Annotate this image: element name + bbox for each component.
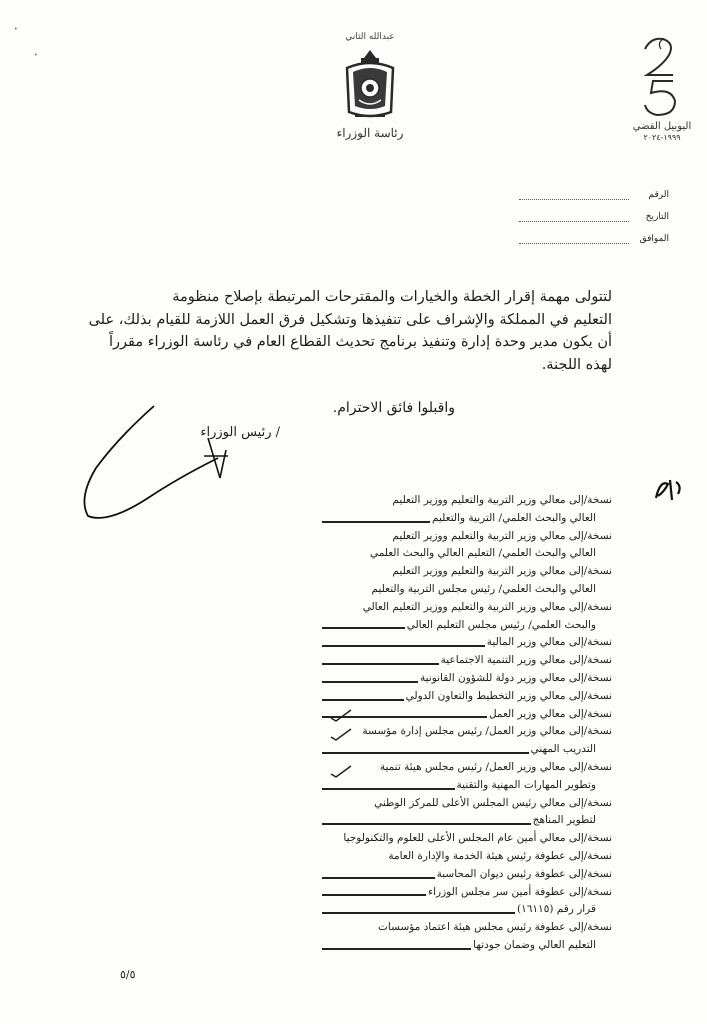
cc-list-item: [322, 492, 612, 510]
cc-list-fill-line: [322, 866, 435, 879]
body-line: التعليم في المملكة والإشراف على تنفيذها وتشكيل فرق العمل اللازمة للقيام بذلك، على: [88, 311, 612, 328]
coat-of-arms-icon: [341, 46, 399, 124]
cc-list-fill-line: [322, 652, 439, 665]
cc-list-item-text: نسخة/إلى معالي وزير دولة للشؤون القانونية: [419, 671, 612, 684]
cc-list-item: [322, 528, 612, 546]
cc-list-item-text: نسخة/إلى معالي وزير التربية والتعليم ووزير التعليم: [392, 565, 612, 578]
cc-list-fill-line: [322, 634, 485, 647]
cc-list-item-text: نسخة/إلى معالي وزير العمل/ رئيس مجلس إدارة مؤسسة: [362, 725, 612, 738]
cc-list-item-text: العالي والبحث العلمي/ رئيس مجلس التربية والتعليم: [371, 582, 596, 595]
cc-list-item-text: نسخة/إلى عطوفة رئيس ديوان المحاسبة: [436, 867, 612, 880]
cc-list-item-text: نسخة/إلى معالي وزير العمل/ رئيس مجلس هيئة تنمية: [379, 760, 612, 773]
cc-list-item-text: نسخة/إلى عطوفة رئيس مجلس هيئة اعتماد مؤسسات: [378, 921, 612, 934]
carbon-copy-list: [322, 492, 612, 955]
cc-list-item: [322, 670, 612, 688]
cc-list-item: [322, 581, 612, 599]
cc-list-item-text: نسخة/إلى معالي وزير التربية والتعليم ووزير التعليم: [392, 494, 612, 506]
handwritten-note-icon: [650, 474, 686, 506]
cc-list-item-text: لتطوير المناهج: [532, 814, 596, 827]
cc-list-fill-line: [322, 937, 471, 950]
check-mark-icon: [330, 764, 352, 778]
cc-list-item-text: والبحث العلمي/ رئيس مجلس التعليم العالي: [406, 618, 596, 631]
cc-list-item-text: وتطوير المهارات المهنية والتقنية: [456, 778, 596, 791]
cc-list-item: [322, 795, 612, 813]
page-number: ٥/٥: [120, 968, 136, 981]
body-line: لهذه اللجنة.: [541, 356, 612, 373]
cc-list-item: [322, 510, 612, 528]
body-paragraph: [57, 286, 612, 376]
cc-list-item: [322, 634, 612, 652]
reference-number-label: الرقم: [648, 190, 669, 200]
check-mark-icon: [330, 708, 352, 722]
ministry-header: [330, 30, 410, 160]
cc-list-fill-line: [322, 901, 515, 914]
prime-minister-title: / رئيس الوزراء: [200, 425, 280, 440]
jubilee-caption: اليوبيل الفضي: [632, 121, 692, 132]
cc-list-fill-line: [322, 688, 404, 701]
cc-list-fill-line: [322, 741, 529, 754]
cc-list-item: [322, 599, 612, 617]
cc-list-item: [322, 652, 612, 670]
cc-list-item: [322, 759, 612, 777]
cc-list-fill-line: [322, 777, 455, 790]
cc-list-fill-line: [322, 670, 418, 683]
cc-list-item: [322, 901, 612, 919]
body-line: أن يكون مدير وحدة إدارة وتنفيذ برنامج تحديث القطاع العام في رئاسة الوزراء مقرراً: [108, 334, 612, 350]
jubilee-25-icon: [637, 35, 687, 119]
closing-regards: واقبلوا فائق الاحترام.: [332, 400, 455, 416]
cc-list-item-text: نسخة/إلى عطوفة أمين سر مجلس الوزراء: [428, 885, 612, 898]
cc-list-item-text: نسخة/إلى معالي وزير العمل: [488, 707, 612, 720]
cc-list-item: [322, 617, 612, 635]
cc-list-item: [322, 937, 612, 955]
reference-date-row: [469, 200, 669, 222]
reference-date-label: التاريخ: [645, 212, 669, 222]
handwritten-signature: [78, 398, 238, 528]
cc-list-item-text: نسخة/إلى معالي أمين عام المجلس الأعلى للعلوم والتكنولوجيا: [343, 832, 612, 845]
reference-number-row: [469, 178, 669, 200]
cc-list-item-text: قرار رقم (١٦١١٥): [517, 903, 596, 916]
cc-list-item: [322, 884, 612, 902]
cc-list-item: [322, 830, 612, 848]
cc-list-fill-line: [322, 884, 426, 897]
body-line: لتتولى مهمة إقرار الخطة والخيارات والمقترحات المرتبطة بإصلاح منظومة: [172, 289, 612, 305]
reference-corresponding-row: [469, 222, 669, 244]
cc-list-item: [322, 919, 612, 937]
cc-list-item-text: التدريب المهني: [530, 743, 596, 756]
reference-block: [469, 178, 669, 244]
cc-list-item: [322, 741, 612, 759]
reference-corresponding-label: الموافق: [639, 234, 669, 244]
cc-list-item: [322, 563, 612, 581]
royal-tughra: عبدالله الثاني: [345, 32, 395, 42]
cc-list-item-text: نسخة/إلى معالي وزير التخطيط والتعاون الدولي: [405, 689, 612, 702]
cc-list-item-text: نسخة/إلى معالي وزير التربية والتعليم ووزير التعليم: [392, 529, 612, 542]
cc-list-item-text: التعليم العالي وضمان جودتها: [473, 938, 596, 951]
check-mark-icon: [330, 727, 352, 741]
cc-list-item: [322, 848, 612, 866]
cc-list-item-text: نسخة/إلى معالي وزير التربية والتعليم ووزير التعليم العالي: [362, 600, 612, 613]
scan-speck: •: [34, 52, 38, 59]
cc-list-item: [322, 706, 612, 724]
scan-speck: •: [14, 26, 18, 33]
cc-list-item-text: نسخة/إلى عطوفة رئيس هيئة الخدمة والإدارة العامة: [388, 849, 612, 862]
cc-list-item-text: نسخة/إلى معالي وزير التنمية الاجتماعية: [440, 654, 612, 667]
cc-list-fill-line: [322, 617, 405, 630]
reference-date-field: [519, 213, 629, 222]
cc-list-item: [322, 723, 612, 741]
jubilee-years: ١٩٩٩-٢٠٢٤: [643, 133, 681, 142]
cc-list-fill-line: [322, 510, 430, 523]
cc-list-item: [322, 812, 612, 830]
cc-list-item-text: العالي والبحث العلمي/ التعليم العالي والبحث العلمي: [369, 547, 596, 560]
silver-jubilee-logo: [630, 35, 694, 165]
reference-corresponding-field: [519, 235, 629, 244]
cc-list-item-text: نسخة/إلى معالي رئيس المجلس الأعلى للمركز الوطني: [374, 796, 612, 809]
cc-list-fill-line: [322, 812, 531, 825]
cc-list-item-text: نسخة/إلى معالي وزير المالية: [486, 636, 612, 649]
ministry-name: رئاسة الوزراء: [336, 126, 404, 140]
cc-list-item: [322, 777, 612, 795]
cc-list-item: [322, 688, 612, 706]
cc-list-item-text: العالي والبحث العلمي/ التربية والتعليم: [432, 511, 596, 524]
cc-list-item: [322, 545, 612, 563]
cc-list-item: [322, 866, 612, 884]
reference-number-field: [519, 191, 629, 200]
